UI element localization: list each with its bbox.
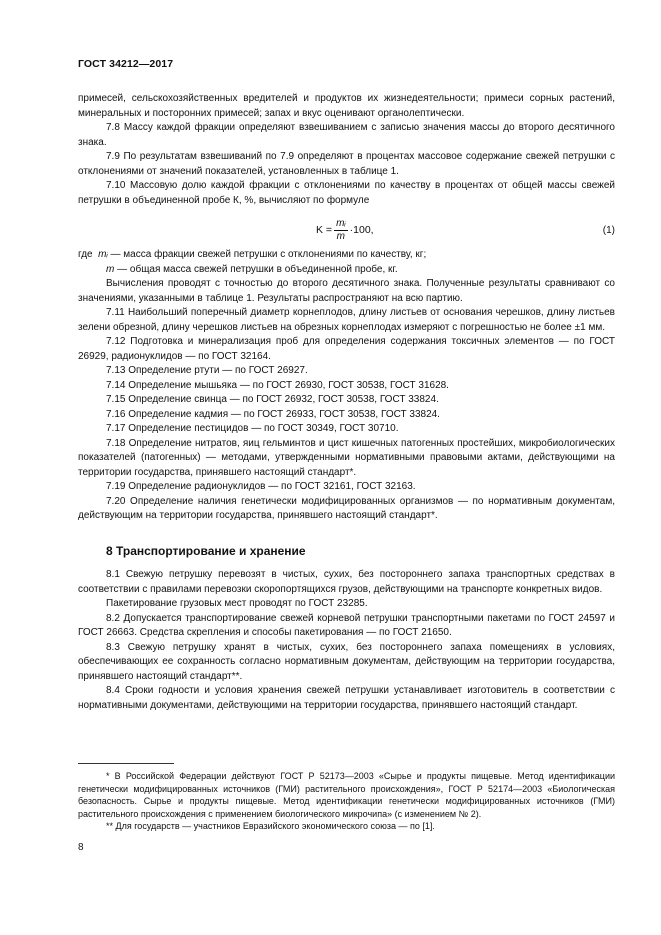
where-text-mi: — масса фракции свежей петрушки с отклонениями по качеству, кг; — [110, 249, 427, 260]
formula-expression — [316, 218, 374, 243]
footnote-2: ** Для государств — участников Евразийского экономического союза — по [1]. — [106, 821, 435, 831]
where-symbol-mi: mᵢ — [98, 249, 108, 260]
paragraph-packaging: Пакетирование грузовых мест проводят по ГОСТ 23285. — [106, 598, 368, 609]
footnote-separator — [78, 763, 174, 764]
paragraph-7-8: 7.8 Массу каждой фракции определяют взвешиванием с записью значения массы до второго десятичного знака. — [78, 122, 615, 148]
where-prefix: где — [78, 249, 93, 260]
paragraph-7-13: 7.13 Определение ртути — по ГОСТ 26927. — [106, 365, 308, 376]
section-8-title: 8 Транспортирование и хранение — [106, 543, 306, 558]
formula-rhs: ·100, — [349, 224, 374, 237]
footnotes — [78, 770, 615, 833]
paragraph-7-9: 7.9 По результатам взвешиваний по 7.9 определяют в процентах массовое содержание свежей петрушки с отклонениями от значений показателей, установленных в таблице 1. — [78, 151, 615, 177]
paragraph-8-1: 8.1 Свежую петрушку перевозят в чистых, сухих, без постороннего запаха транспортных средствах в соответствии с правилами перевозки скоропортящихся грузов, действующими на транспорте конкретных видов. — [78, 569, 615, 595]
where-text-m: — общая масса свежей петрушки в объединенной пробе, кг. — [117, 263, 398, 275]
paragraph-7-15: 7.15 Определение свинца — по ГОСТ 26932, ГОСТ 30538, ГОСТ 33824. — [106, 394, 439, 405]
paragraph-7-10: 7.10 Массовую долю каждой фракции с отклонениями по качеству в процентах от общей массы свежей петрушки в объединенной пробе К, %, вычисляют по формуле — [78, 180, 615, 206]
paragraph-7-17: 7.17 Определение пестицидов — по ГОСТ 30349, ГОСТ 30710. — [106, 423, 399, 434]
paragraph-7-12: 7.12 Подготовка и минерализация проб для определения содержания токсичных элементов — по ГОСТ 26929, радионуклидов — по ГОСТ 32164. — [78, 336, 615, 362]
formula-lhs: K = — [316, 224, 333, 237]
paragraph-7-18: 7.18 Определение нитратов, яиц гельминтов и цист кишечных патогенных простейших, микробиологических показателей (патогенных) — методами, утвержденными нормативными правовыми актами, действующими на территории государства, принявшего настоящий стандарт*. — [78, 437, 615, 478]
page-number: 8 — [78, 842, 84, 853]
paragraph-calculation: Вычисления проводят с точностью до второго десятичного знака. Полученные результаты сравнивают со значениями, указанными в таблице 1. Результаты распространяют на всю партию. — [78, 278, 615, 304]
formula-number: (1) — [602, 225, 615, 236]
paragraph-7-11: 7.11 Наибольший поперечный диаметр корнеплодов, длину листьев от основания черешков, длину листьев зелени обрезной, длину черешков листьев на обрезных корнеплодах измеряют с погрешностью не более ±1 мм. — [78, 307, 615, 333]
where-symbol-m: m — [106, 263, 115, 275]
paragraph-8-2: 8.2 Допускается транспортирование свежей корневой петрушки транспортными пакетами по ГОСТ 24597 и ГОСТ 26663. Средства скрепления и способы пакетирования — по ГОСТ 21650. — [78, 612, 615, 638]
paragraph-7-19: 7.19 Определение радионуклидов — по ГОСТ 32161, ГОСТ 32163. — [106, 481, 416, 492]
document-header: ГОСТ 34212—2017 — [78, 58, 174, 70]
document-body — [78, 92, 615, 713]
paragraph-continued: примесей, сельскохозяйственных вредителей и продуктов их жизнедеятельности; примеси сорных растений, минеральных и посторонних примесей; запах и вкус оценивают органолептически. — [78, 93, 615, 119]
paragraph-7-20: 7.20 Определение наличия генетически модифицированных организмов — по нормативным документам, действующим на территории государства, принявшего настоящий стандарт*. — [78, 495, 615, 521]
formula-numerator: mᵢ — [336, 218, 346, 229]
formula-fraction — [334, 218, 348, 243]
where-line-2 — [78, 263, 615, 278]
footnote-1: * В Российской Федерации действуют ГОСТ Р 52173—2003 «Сырье и продукты пищевые. Метод идентификации генетически модифицированных источников (ГМИ) растительного происхождения», ГОСТ Р 52174—2003 «Биологическая безопасность. Сырье и продукты пищевые. Метод идентификации генетически модифицированных источников (ГМИ) растительного происхождения с применением биологического микрочипа» (с изменением № 2). — [78, 771, 615, 819]
where-line-1 — [78, 248, 615, 263]
paragraph-7-16: 7.16 Определение кадмия — по ГОСТ 26933, ГОСТ 30538, ГОСТ 33824. — [106, 408, 440, 420]
formula-1 — [78, 210, 615, 248]
formula-denominator: m — [336, 231, 346, 242]
paragraph-8-3: 8.3 Свежую петрушку хранят в чистых, сухих, без постороннего запаха помещениях в условиях, обеспечивающих ее сохранность согласно нормативным документам, действующим на территории государства, принявшего настоящий стандарт**. — [78, 641, 615, 682]
paragraph-7-14: 7.14 Определение мышьяка — по ГОСТ 26930, ГОСТ 30538, ГОСТ 31628. — [106, 379, 449, 391]
paragraph-8-4: 8.4 Сроки годности и условия хранения свежей петрушки устанавливает изготовитель в соответствии с нормативными документами, действующими на территории государства, принявшего настоящий стандарт. — [78, 685, 615, 711]
